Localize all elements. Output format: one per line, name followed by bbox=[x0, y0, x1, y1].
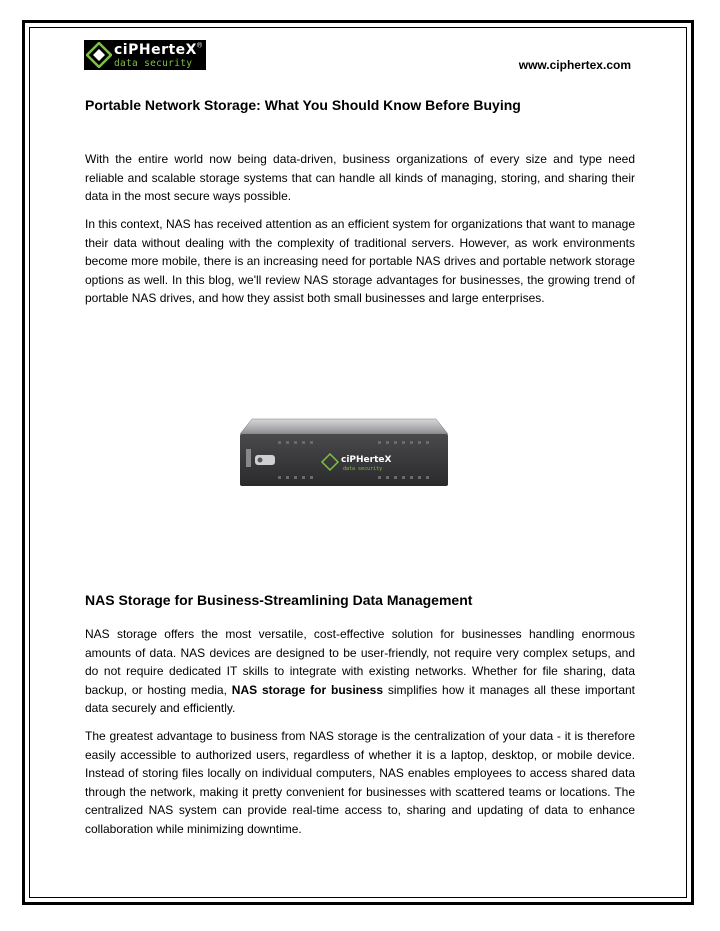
section-paragraph-1 bbox=[85, 625, 635, 718]
section-paragraph-2: The greatest advantage to business from NAS storage is the centralization of your data - it is therefore easily accessible to authorized users, regardless of whether it is a laptop, desktop, or mobile device. Instead of storing files locally on individual computers, NAS enables employees to access shared data through the network, making it pretty convenient for businesses with scattered teams or locations. The centralized NAS system can provide real-time access to, sharing and updating of data to enhance collaboration while minimizing downtime. bbox=[85, 729, 635, 836]
logo-name: ciPHerteX bbox=[114, 41, 197, 58]
logo-diamond-icon bbox=[86, 42, 112, 68]
section-paragraph-1-start: NAS storage offers the most versatile, cost-effective solution for businesses handling enormous amounts of data. NAS devices are designed to be user-friendly, not require very complex setups, and do not require dedicated IT skills to integrate with existing networks. Whether for file sharing, data backup, or hosting media, bbox=[85, 627, 635, 697]
section-paragraph-1-end: simplifies how it manages all these important data securely and efficiently. bbox=[85, 682, 636, 716]
page-title: Portable Network Storage: What You Should Know Before Buying bbox=[85, 97, 521, 113]
logo-registered-mark: ® bbox=[196, 42, 203, 50]
device-brand-label: ciPHerteX bbox=[341, 455, 392, 465]
intro-paragraph-1: With the entire world now being data-driven, business organizations of every size and type need reliable and scalable storage systems that can handle all kinds of managing, storing, and sharing their data in the most secure ways possible. bbox=[85, 152, 635, 204]
intro-paragraph-2: In this context, NAS has received attention as an efficient system for organizations that want to manage their data without dealing with the complexity of traditional servers. However, as work environments become more mobile, there is an increasing need for portable NAS drives and portable network storage options as well. In this blog, we'll review NAS storage advantages for businesses, the growing trend of portable NAS drives, and how they assist both small businesses and large enterprises. bbox=[85, 217, 635, 306]
website-link[interactable]: www.ciphertex.com bbox=[518, 58, 631, 72]
device-brand-sub: data security bbox=[343, 466, 383, 472]
section-heading: NAS Storage for Business-Streamlining Data Management bbox=[85, 592, 473, 608]
ciphertex-logo[interactable] bbox=[84, 40, 206, 70]
nas-server-image bbox=[238, 416, 450, 491]
logo-tagline: data security bbox=[114, 57, 193, 69]
nas-storage-business-emphasis: NAS storage for business bbox=[231, 682, 384, 697]
